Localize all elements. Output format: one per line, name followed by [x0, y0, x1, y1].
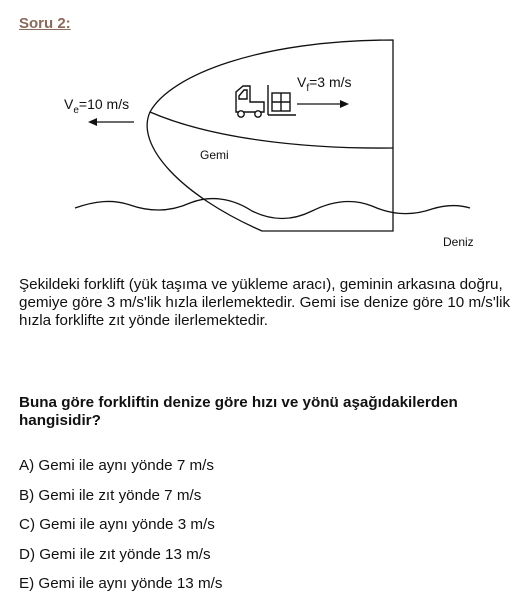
- problem-description: Şekildeki forklift (yük taşıma ve yükleme aracı), geminin arkasına doğru, gemiye göre 3 m/s'lik hızla ilerlemektedir. Gemi ise denize göre 10 m/s'lik hızla forklifte zıt yönde ilerlemektedir.: [19, 276, 511, 329]
- question-number-heading: Soru 2:: [19, 15, 71, 32]
- answer-option-c[interactable]: C) Gemi ile aynı yönde 3 m/s: [19, 516, 215, 533]
- ship-label: Gemi: [200, 148, 229, 162]
- forklift-icon: [236, 85, 296, 117]
- sea-label: Deniz: [443, 235, 474, 249]
- ship-velocity-label: $V_e=10$ m/s: [64, 96, 130, 116]
- answer-option-a[interactable]: A) Gemi ile aynı yönde 7 m/s: [19, 457, 214, 474]
- sea-wave: [75, 199, 470, 219]
- answer-option-e[interactable]: E) Gemi ile aynı yönde 13 m/s: [19, 575, 223, 592]
- ship-forklift-figure: [0, 35, 528, 265]
- ship-velocity-arrow: [88, 118, 134, 126]
- answer-option-d[interactable]: D) Gemi ile zıt yönde 13 m/s: [19, 545, 211, 563]
- answer-options: [19, 457, 222, 605]
- forklift-velocity-arrow: [297, 100, 349, 108]
- ship-deck-line: [150, 112, 393, 148]
- question-prompt: Buna göre forkliftin denize göre hızı ve yönü aşağıdakilerden hangisidir?: [19, 394, 458, 429]
- forklift-velocity-label: $V_f=3$ m/s: [297, 74, 352, 94]
- answer-option-b[interactable]: B) Gemi ile zıt yönde 7 m/s: [19, 486, 202, 504]
